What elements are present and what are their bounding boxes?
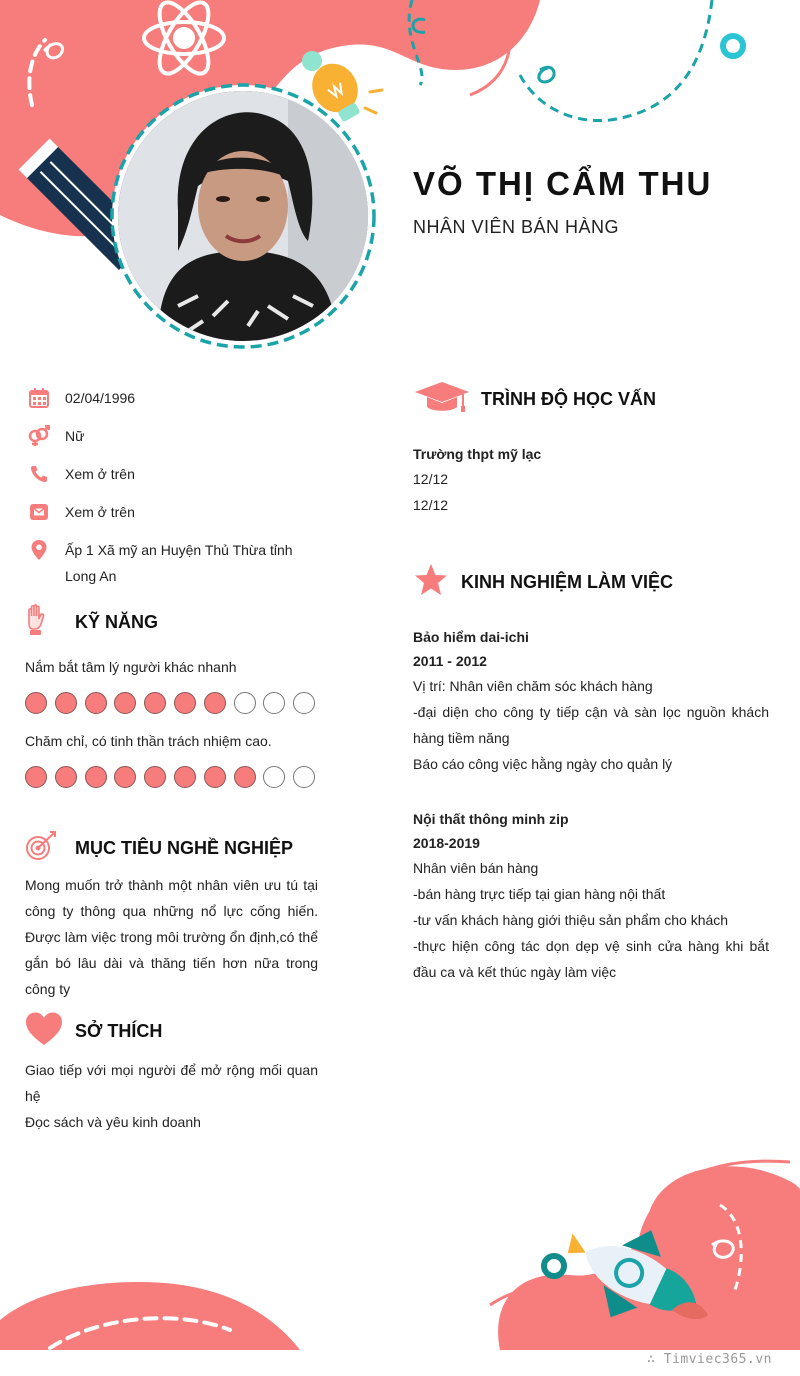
rating-dot-filled <box>204 766 226 788</box>
education-title: TRÌNH ĐỘ HỌC VẤN <box>481 389 656 409</box>
job-detail: Báo cáo công việc hằng ngày cho quản lý <box>413 756 673 772</box>
rating-dot-empty <box>263 766 285 788</box>
objective-title: MỤC TIÊU NGHỀ NGHIỆP <box>75 838 294 858</box>
gender-text: Nữ <box>65 428 85 444</box>
job-detail: Vị trí: Nhân viên chăm sóc khách hàng <box>413 678 653 694</box>
star-icon <box>414 563 461 602</box>
education-header <box>414 380 656 419</box>
skills-header <box>25 604 158 641</box>
hand-icon <box>25 604 75 641</box>
rating-dot-empty <box>293 766 315 788</box>
rating-dot-filled <box>85 766 107 788</box>
calendar-icon <box>28 387 50 409</box>
company-name: Nội thất thông minh zip <box>413 811 569 827</box>
watermark: ∴ Timviec365.vn <box>647 1352 772 1367</box>
skills-title: KỸ NĂNG <box>75 612 159 632</box>
address-text: Ấp 1 Xã mỹ an Huyện Thủ Thừa tỉnh Long An <box>65 542 293 584</box>
job-detail: -thực hiện công tác dọn dẹp vệ sinh cửa hàng khi bắt đầu ca và kết thúc ngày làm việc <box>413 938 769 980</box>
rating-dot-filled <box>174 766 196 788</box>
location-pin-icon <box>28 539 50 561</box>
skill-rating <box>25 766 323 788</box>
address-row <box>28 539 315 589</box>
rating-dot-empty <box>293 692 315 714</box>
rating-dot-filled <box>144 766 166 788</box>
email-row <box>28 501 135 525</box>
gender-icon <box>28 425 50 447</box>
phone-row <box>28 463 135 487</box>
hobby-item: Đọc sách và yêu kinh doanh <box>25 1114 201 1130</box>
objective-text: Mong muốn trở thành một nhân viên ưu tú tại công ty thông qua những nổ lực cống hiến. Được làm việc trong môi trường ổn định,có thể gắn bó lâu dài và thăng tiến hơn nữa trong công ty <box>25 877 318 997</box>
job-detail: -bán hàng trực tiếp tại gian hàng nội thất <box>413 886 666 902</box>
education-detail: 12/12 <box>413 497 449 513</box>
rating-dot-filled <box>114 692 136 714</box>
birthday-row <box>28 387 135 411</box>
skill-label: Chăm chỉ, có tinh thần trách nhiệm cao. <box>25 733 272 749</box>
job-detail: -đại diện cho công ty tiếp cận và sàn lọc nguồn khách hàng tiềm năng <box>413 704 769 746</box>
birthday-text: 02/04/1996 <box>65 390 136 406</box>
phone-text: Xem ở trên <box>65 466 135 482</box>
job-title: NHÂN VIÊN BÁN HÀNG <box>413 217 620 237</box>
job-detail: Nhân viên bán hàng <box>413 860 539 876</box>
hobbies-header <box>25 1012 162 1051</box>
rating-dot-filled <box>234 766 256 788</box>
hobbies-title: SỞ THÍCH <box>75 1021 163 1041</box>
rating-dot-filled <box>144 692 166 714</box>
phone-icon <box>28 463 50 485</box>
avatar <box>118 91 368 341</box>
company-name: Bảo hiểm dai-ichi <box>413 629 529 645</box>
gender-row <box>28 425 84 449</box>
email-text: Xem ở trên <box>65 504 135 520</box>
candidate-name: VÕ THỊ CẨM THU <box>413 165 713 202</box>
rating-dot-filled <box>114 766 136 788</box>
heart-icon <box>25 1012 75 1051</box>
school-name: Trường thpt mỹ lạc <box>413 446 542 462</box>
skill-rating <box>25 692 323 714</box>
rating-dot-filled <box>55 692 77 714</box>
rating-dot-filled <box>55 766 77 788</box>
avatar-photo <box>118 91 368 341</box>
skill-label: Nắm bắt tâm lý người khác nhanh <box>25 659 237 675</box>
job-period: 2011 - 2012 <box>413 653 487 669</box>
hobby-item: Giao tiếp với mọi người để mở rộng mối quan hệ <box>25 1062 318 1104</box>
graduation-cap-icon <box>414 380 481 419</box>
email-icon <box>28 501 50 523</box>
job-period: 2018-2019 <box>413 835 480 851</box>
rating-dot-filled <box>85 692 107 714</box>
rating-dot-filled <box>25 692 47 714</box>
experience-title: KINH NGHIỆM LÀM VIỆC <box>461 572 674 592</box>
experience-header <box>414 563 673 602</box>
target-icon <box>25 830 75 867</box>
rating-dot-filled <box>204 692 226 714</box>
objective-header <box>25 830 293 867</box>
job-detail: -tư vấn khách hàng giới thiệu sản phẩm cho khách <box>413 912 729 928</box>
rating-dot-filled <box>174 692 196 714</box>
rating-dot-empty <box>234 692 256 714</box>
education-detail: 12/12 <box>413 471 449 487</box>
rating-dot-empty <box>263 692 285 714</box>
rating-dot-filled <box>25 766 47 788</box>
